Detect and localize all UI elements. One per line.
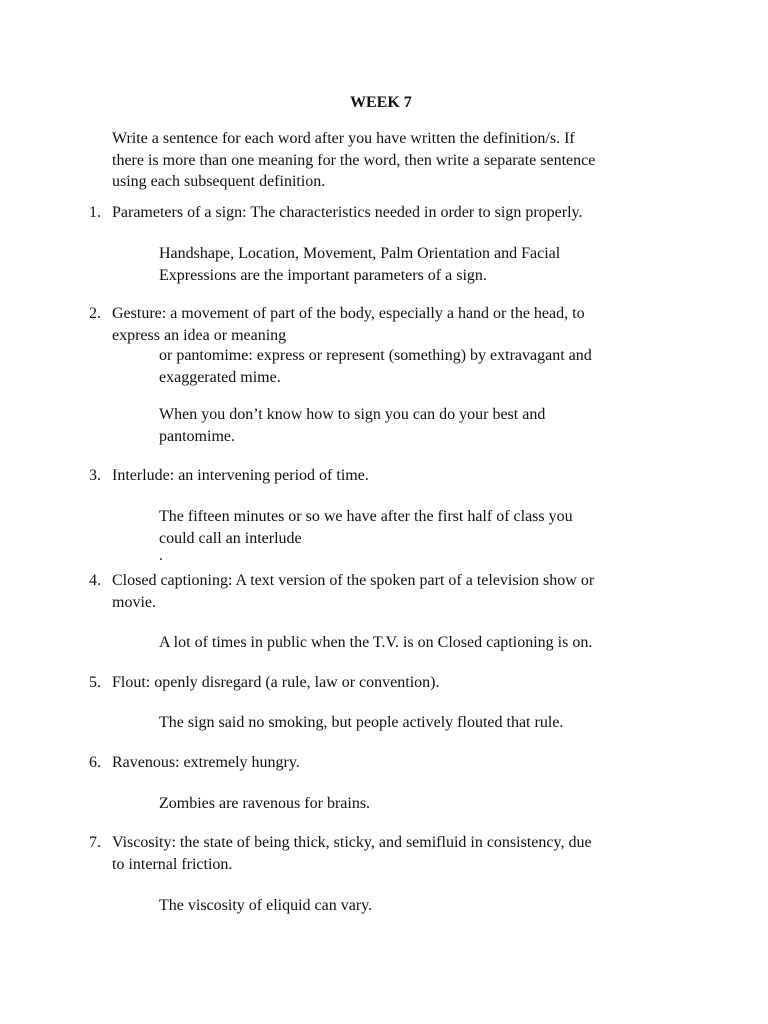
item-definition — [112, 202, 672, 224]
example-sentence — [159, 712, 679, 734]
instructions-line: Write a sentence for each word after you have written the definition/s. If — [112, 130, 575, 147]
item-number: 5. — [89, 674, 101, 691]
sentence-line: Handshape, Location, Movement, Palm Orientation and Facial — [159, 245, 561, 262]
example-sentence — [159, 506, 679, 563]
alternate-line: or pantomime: express or represent (something) by extravagant and — [159, 347, 592, 364]
example-sentence — [159, 895, 679, 917]
definition-line: Gesture: a movement of part of the body, especially a hand or the head, to — [112, 305, 585, 322]
definition-line: Parameters of a sign: The characteristics needed in order to sign properly. — [112, 204, 583, 221]
alternate-definition — [159, 345, 679, 388]
definition-line: express an idea or meaning — [112, 326, 287, 344]
definition-line: Flout: openly disregard (a rule, law or convention). — [112, 674, 440, 691]
sentence-line: Expressions are the important parameters of a sign. — [159, 266, 487, 284]
sentence-line: Zombies are ravenous for brains. — [159, 795, 371, 812]
sentence-line: could call an interlude — [159, 529, 302, 547]
item-number: 2. — [89, 305, 101, 322]
definition-line: Viscosity: the state of being thick, sticky, and semifluid in consistency, due — [112, 834, 592, 851]
item-definition — [112, 570, 672, 613]
definition-line: Ravenous: extremely hungry. — [112, 754, 300, 771]
instructions-line: there is more than one meaning for the word, then write a separate sentence — [112, 151, 596, 169]
definition-line: Closed captioning: A text version of the spoken part of a television show or — [112, 572, 595, 589]
sentence-line: The viscosity of eliquid can vary. — [159, 897, 373, 914]
definition-line: to internal friction. — [112, 855, 233, 873]
item-number: 1. — [89, 204, 101, 221]
sentence-line: When you don’t know how to sign you can do your best and — [159, 406, 546, 423]
item-number: 6. — [89, 754, 101, 771]
item-definition — [112, 303, 672, 346]
example-sentence — [159, 404, 679, 447]
item-definition — [112, 672, 672, 694]
example-sentence — [159, 632, 679, 654]
sentence-line: pantomime. — [159, 427, 235, 445]
instructions — [112, 128, 672, 193]
item-number: 7. — [89, 834, 101, 851]
item-definition — [112, 465, 672, 487]
example-sentence — [159, 793, 679, 815]
sentence-line: A lot of times in public when the T.V. is on Closed captioning is on. — [159, 634, 593, 651]
definition-line: movie. — [112, 593, 156, 611]
definition-line: Interlude: an intervening period of time. — [112, 467, 369, 484]
item-definition — [112, 752, 672, 774]
alternate-line: exaggerated mime. — [159, 368, 281, 386]
sentence-line: . — [159, 547, 163, 564]
item-definition — [112, 832, 672, 875]
page-title: WEEK 7 — [350, 94, 412, 111]
sentence-line: The sign said no smoking, but people actively flouted that rule. — [159, 714, 564, 731]
example-sentence — [159, 243, 679, 286]
sentence-line: The fifteen minutes or so we have after the first half of class you — [159, 508, 573, 525]
item-number: 3. — [89, 467, 101, 484]
instructions-line: using each subsequent definition. — [112, 173, 326, 190]
item-number: 4. — [89, 572, 101, 589]
